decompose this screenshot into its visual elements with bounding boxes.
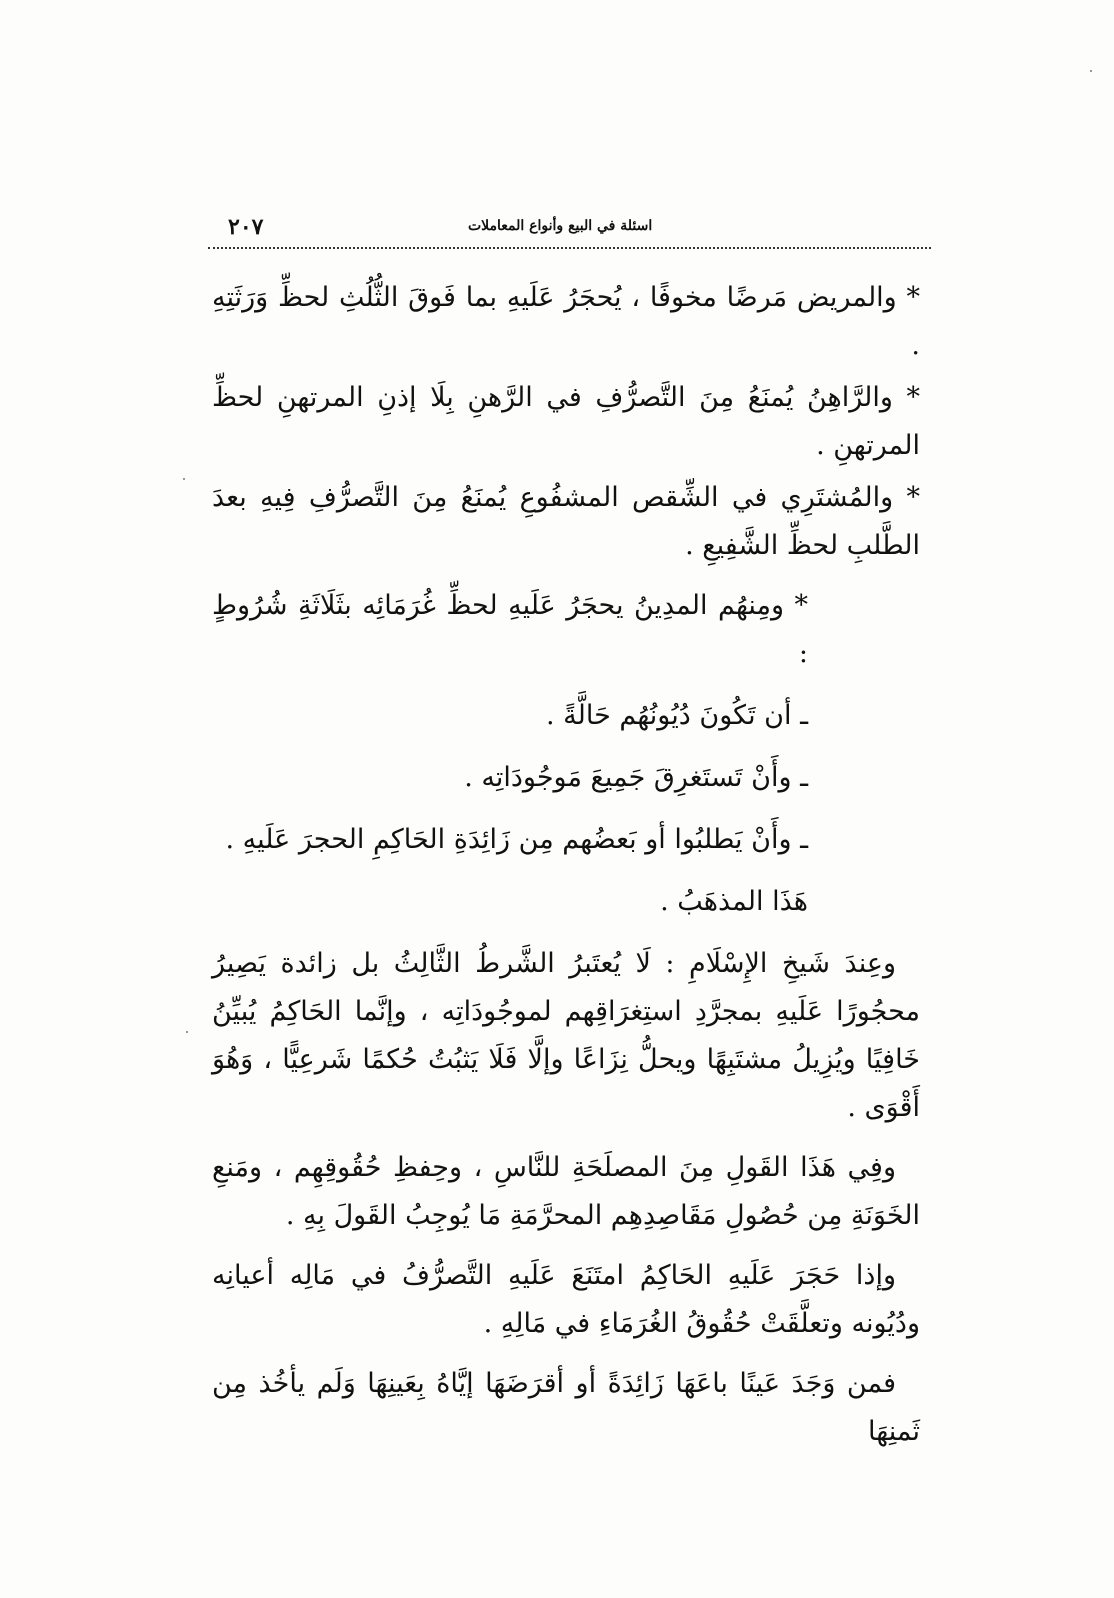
page-body [212,274,920,1468]
scan-speck [1090,70,1092,72]
condition-item-3: ـ وأَنْ يَطلبُوا أو بَعضُهم مِن زَائِدَةِ الحَاكِمِ الحجرَ عَلَيهِ . [225,824,808,855]
running-title: اسئلة في البيع وأنواع المعاملات [468,218,653,234]
scan-speck [186,1031,188,1033]
paragraph-debtor-conditions: * ومِنهُم المدِينُ يحجَرُ عَلَيهِ لحظِّ غُرَمَائِه بثَلَاثَةِ شُرُوطٍ : [212,590,808,669]
scan-speck [183,478,185,480]
paragraph-public-interest: وفِي هَذَا القَولِ مِنَ المصلَحَةِ للنَّاسِ ، وحِفظِ حُقُوقِهِم ، ومَنعِ الخَوَنَةِ مِن حُصُولِ مَقَاصِدِهِم المحرَّمَةِ مَا يُوجِبُ القَولَ بِهِ . [212,1152,920,1231]
condition-item-1: ـ أن تَكُونَ دُيُونُهُم حَالَّةً . [546,700,808,731]
paragraph-mortgagor: * والرَّاهِنُ يُمنَعُ مِنَ التَّصرُّفِ في الرَّهنِ بِلَا إذنِ المرتهنِ لحظِّ المرتهنِ . [212,382,920,461]
paragraph-sick-person: * والمريض مَرضًا مخوفًا ، يُحجَرُ عَلَيهِ بما فَوقَ الثُّلُثِ لحظِّ وَرَثَتِهِ . [212,282,920,361]
page-number: ٢٠٧ [228,214,264,240]
paragraph-madhhab: هَذَا المذهَبُ . [660,886,808,917]
page-header [208,214,931,244]
paragraph-shaykh-opinion: وعِندَ شَيخِ الإِسْلَامِ : لَا يُعتَبرُ الشَّرطُ الثَّالِثُ بل زائدة يَصِيرُ محجُورًا عَلَيهِ بمجرَّدِ استِغرَاقِهم لموجُودَاتِه ، وإنَّما الحَاكِمُ يُبيِّنُ خَافِيًا ويُزِيلُ مشتَبِهًا ويحلُّ نِزَاعًا وإلَّا فَلَا يَثبُتُ حُكمًا شَرعِيًّا ، وَهُوَ أَقْوَى . [212,948,920,1123]
paragraph-found-item: فمن وَجَدَ عَينًا باعَهَا زَائِدَةً أو أقرَضَهَا إيَّاهُ بِعَينِهَا وَلَم يأخُذ مِن ثَمنِهَا [212,1368,920,1447]
paragraph-interdiction-effect: وإذا حَجَرَ عَلَيهِ الحَاكِمُ امتَنَعَ عَلَيهِ التَّصرُّفُ في مَالِه أعيانِه ودُيُونه وتعلَّقَتْ حُقُوقُ الغُرَمَاءِ في مَالِهِ . [212,1260,920,1339]
condition-item-2: ـ وأَنْ تَستَغرِقَ جَمِيعَ مَوجُودَاتِه . [464,762,808,793]
header-divider [208,247,931,249]
paragraph-buyer-preemption: * والمُشتَرِي في الشِّقص المشفُوعِ يُمنَعُ مِنَ التَّصرُّفِ فِيهِ بعدَ الطَّلبِ لحظِّ الشَّفِيعِ . [212,482,920,561]
